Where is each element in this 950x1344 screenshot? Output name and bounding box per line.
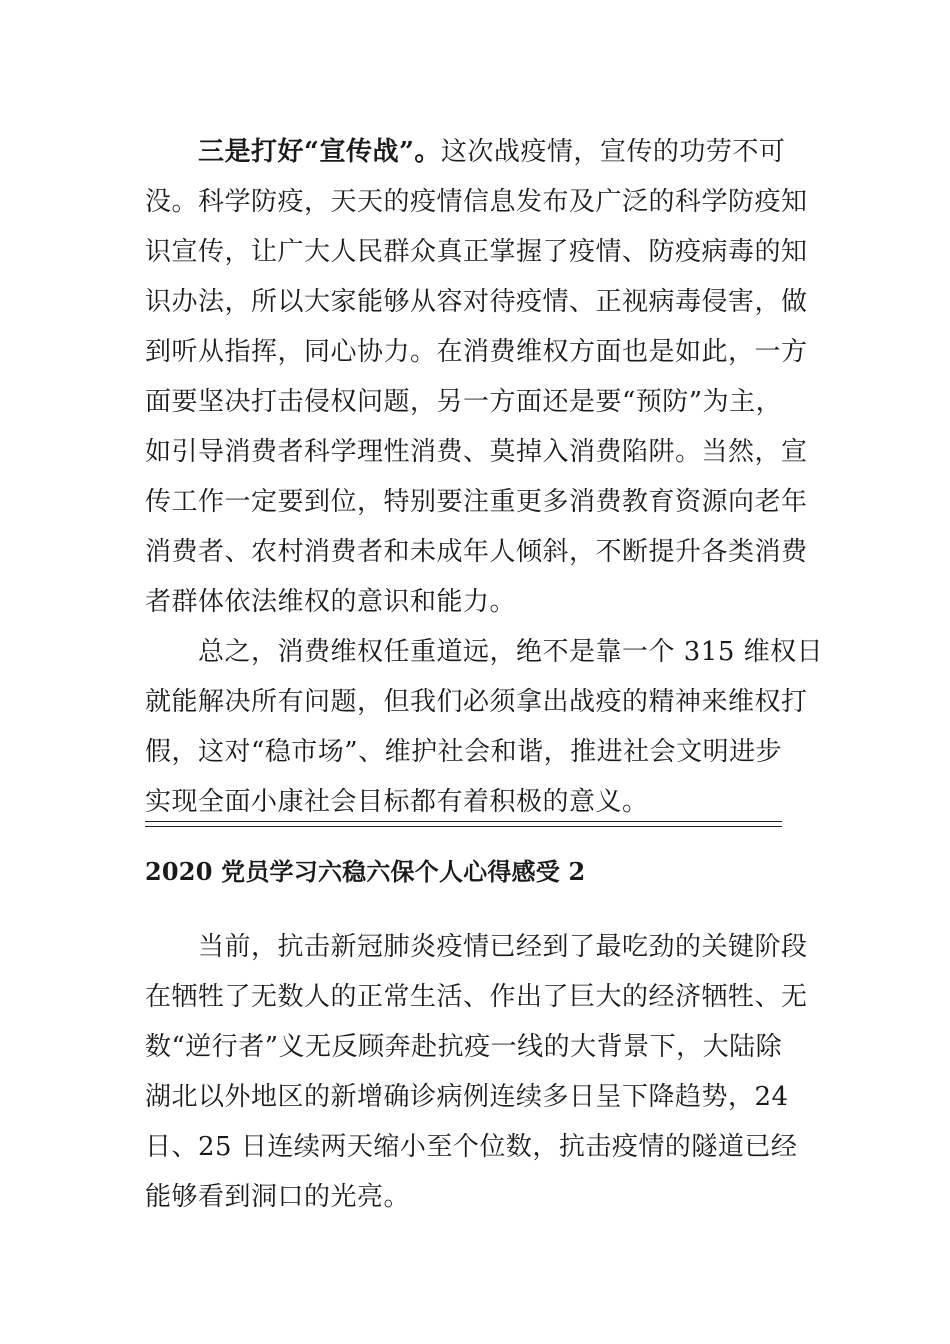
paragraph-lead: 三是打好“宣传战”。	[198, 137, 441, 167]
paragraph-line: 到听从指挥，同心协力。在消费维权方面也是如此，一方	[145, 337, 808, 367]
paragraph-text: 这次战疫情，宣传的功劳不可	[440, 137, 786, 167]
paragraph-line: 识办法，所以大家能够从容对待疫情、正视病毒侵害，做	[145, 287, 808, 317]
paragraph-line: 实现全面小康社会目标都有着积极的意义。	[145, 787, 649, 817]
paragraph-line: 就能解决所有问题，但我们必须拿出战疫的精神来维权打	[145, 687, 808, 717]
paragraph-line: 没。科学防疫，天天的疫情信息发布及广泛的科学防疫知	[145, 187, 808, 217]
paragraph-line: 传工作一定要到位，特别要注重更多消费教育资源向老年	[145, 487, 808, 517]
divider-rule	[145, 826, 782, 827]
paragraph-line: 如引导消费者科学理性消费、莫掉入消费陷阱。当然，宣	[145, 437, 808, 467]
paragraph-line: 湖北以外地区的新增确诊病例连续多日呈下降趋势，24	[145, 1082, 789, 1112]
paragraph-line: 总之，消费维权任重道远，绝不是靠一个 315 维权日	[198, 637, 824, 667]
paragraph-line: 能够看到洞口的光亮。	[145, 1182, 411, 1212]
paragraph-line: 假，这对“稳市场”、维护社会和谐，推进社会文明进步	[145, 737, 783, 767]
paragraph-line: 日、25 日连续两天缩小至个位数，抗击疫情的隧道已经	[145, 1132, 798, 1162]
paragraph-line: 识宣传，让广大人民群众真正掌握了疫情、防疫病毒的知	[145, 237, 808, 267]
paragraph-line: 在牺牲了无数人的正常生活、作出了巨大的经济牺牲、无	[145, 982, 808, 1012]
divider-rule	[145, 821, 782, 822]
paragraph-line	[198, 137, 788, 167]
section-heading: 2020 党员学习六稳六保个人心得感受 2	[145, 857, 586, 886]
paragraph-line: 数“逆行者”义无反顾奔赴抗疫一线的大背景下，大陆除	[145, 1032, 783, 1062]
paragraph-line: 当前，抗击新冠肺炎疫情已经到了最吃劲的关键阶段	[198, 932, 808, 962]
paragraph-line: 面要坚决打击侵权问题，另一方面还是要“预防”为主，	[145, 387, 783, 417]
paragraph-line: 消费者、农村消费者和未成年人倾斜，不断提升各类消费	[145, 537, 808, 567]
paragraph-line: 者群体依法维权的意识和能力。	[145, 587, 517, 617]
